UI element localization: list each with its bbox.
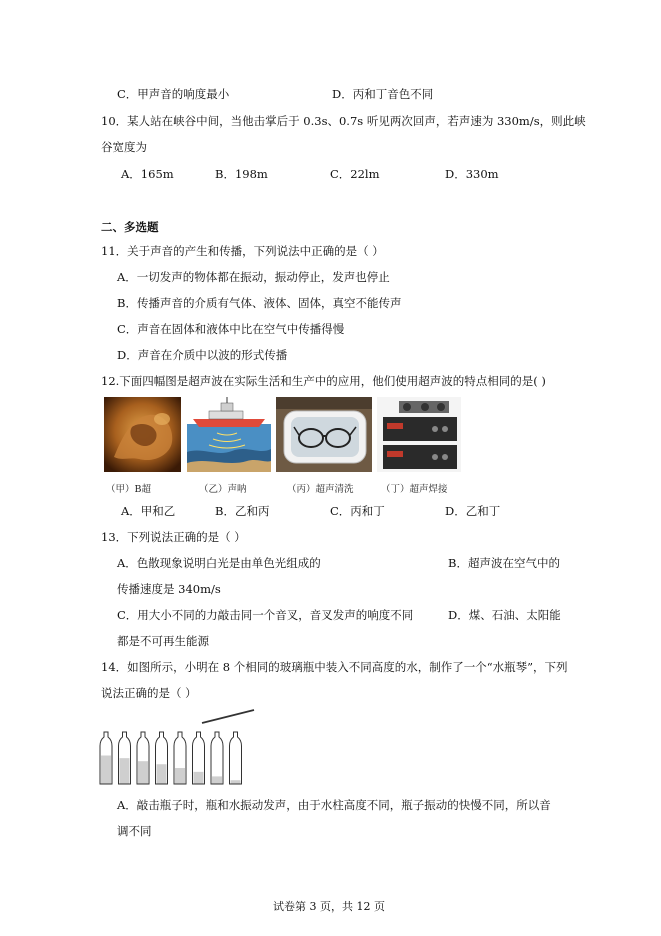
q12-option-c: C．丙和丁 [330,504,385,518]
caption-yi: （乙）声呐 [199,484,247,495]
page-footer: 试卷第 3 页，共 12 页 [273,900,385,913]
water-bottle-xylophone-figure [96,706,262,786]
water-level [194,772,204,784]
q13-stem: 13．下列说法正确的是（ ） [101,530,246,544]
q10-option-b: B．198m [215,167,268,181]
water-level [138,761,148,784]
glass-bottle [230,732,242,784]
section-title-multiple-choice: 二、多选题 [101,220,159,234]
q13-option-d-line2: 都是不可再生能源 [117,634,209,648]
water-level [175,768,185,784]
q10-option-c: C．22lm [330,167,380,181]
q11-option-b: B．传播声音的介质有气体、液体、固体，真空不能传声 [117,296,402,310]
q12-option-b: B．乙和丙 [215,504,270,518]
water-level [101,756,111,785]
q12-stem: 12.下面四幅图是超声波在实际生活和生产中的应用，他们使用超声波的特点相同的是( ) [101,374,546,388]
q13-option-d-line1: D．煤、石油、太阳能 [448,608,561,622]
q10-stem-line2: 谷宽度为 [101,140,147,154]
ultrasonic-cleaner-image [276,397,372,472]
q10-stem-line1: 10．某人站在峡谷中间，当他击掌后于 0.3s、0.7s 听见两次回声，若声速为 330m/s，则此峡 [101,114,586,128]
glass-bottle [156,732,168,784]
b-ultrasound-image [104,397,181,472]
bottle-outline [211,732,223,784]
water-level [231,780,241,784]
q14-option-a-line2: 调不同 [117,824,152,838]
q9-option-c: C．甲声音的响度最小 [117,87,230,101]
q12-option-a: A．甲和乙 [121,504,176,518]
q11-option-c: C．声音在固体和液体中比在空气中传播得慢 [117,322,345,336]
glass-bottle [119,732,131,784]
caption-jia: （甲）B超 [106,484,151,495]
q14-option-a-line1: A．敲击瓶子时，瓶和水振动发声，由于水柱高度不同，瓶子振动的快慢不同，所以音 [117,798,551,812]
glass-bottle [211,732,223,784]
q13-option-b-line2: 传播速度是 340m/s [117,582,221,596]
q14-stem-line2: 说法正确的是（ ） [101,686,197,700]
q13-option-b-line1: B．超声波在空气中的 [448,556,560,570]
q9-option-d: D．丙和丁音色不同 [332,87,434,101]
water-level [212,776,222,784]
glass-bottle [193,732,205,784]
q10-option-d: D．330m [445,167,499,181]
ultrasonic-welder-image [377,397,461,472]
q12-option-d: D．乙和丁 [445,504,501,518]
bottle-outline [230,732,242,784]
q13-option-a: A．色散现象说明白光是由单色光组成的 [117,556,321,570]
q10-option-a: A．165m [121,167,174,181]
striking-stick [202,710,254,723]
water-level [157,764,167,784]
q14-stem-line1: 14．如图所示，小明在 8 个相同的玻璃瓶中装入不同高度的水，制作了一个“水瓶琴”，下列 [101,660,568,674]
glass-bottle [137,732,149,784]
glass-bottle [174,732,186,784]
caption-bing: （丙）超声清洗 [287,484,354,495]
q11-option-a: A．一切发声的物体都在振动，振动停止，发声也停止 [117,270,390,284]
q13-option-c: C．用大小不同的力敲击同一个音叉，音叉发声的响度不同 [117,608,414,622]
water-level [120,758,130,784]
caption-ding: （丁）超声焊接 [381,484,448,495]
glass-bottle [100,732,112,784]
sonar-ship-image [187,397,271,472]
q11-stem: 11．关于声音的产生和传播，下列说法中正确的是（ ） [101,244,384,258]
q11-option-d: D．声音在介质中以波的形式传播 [117,348,288,362]
